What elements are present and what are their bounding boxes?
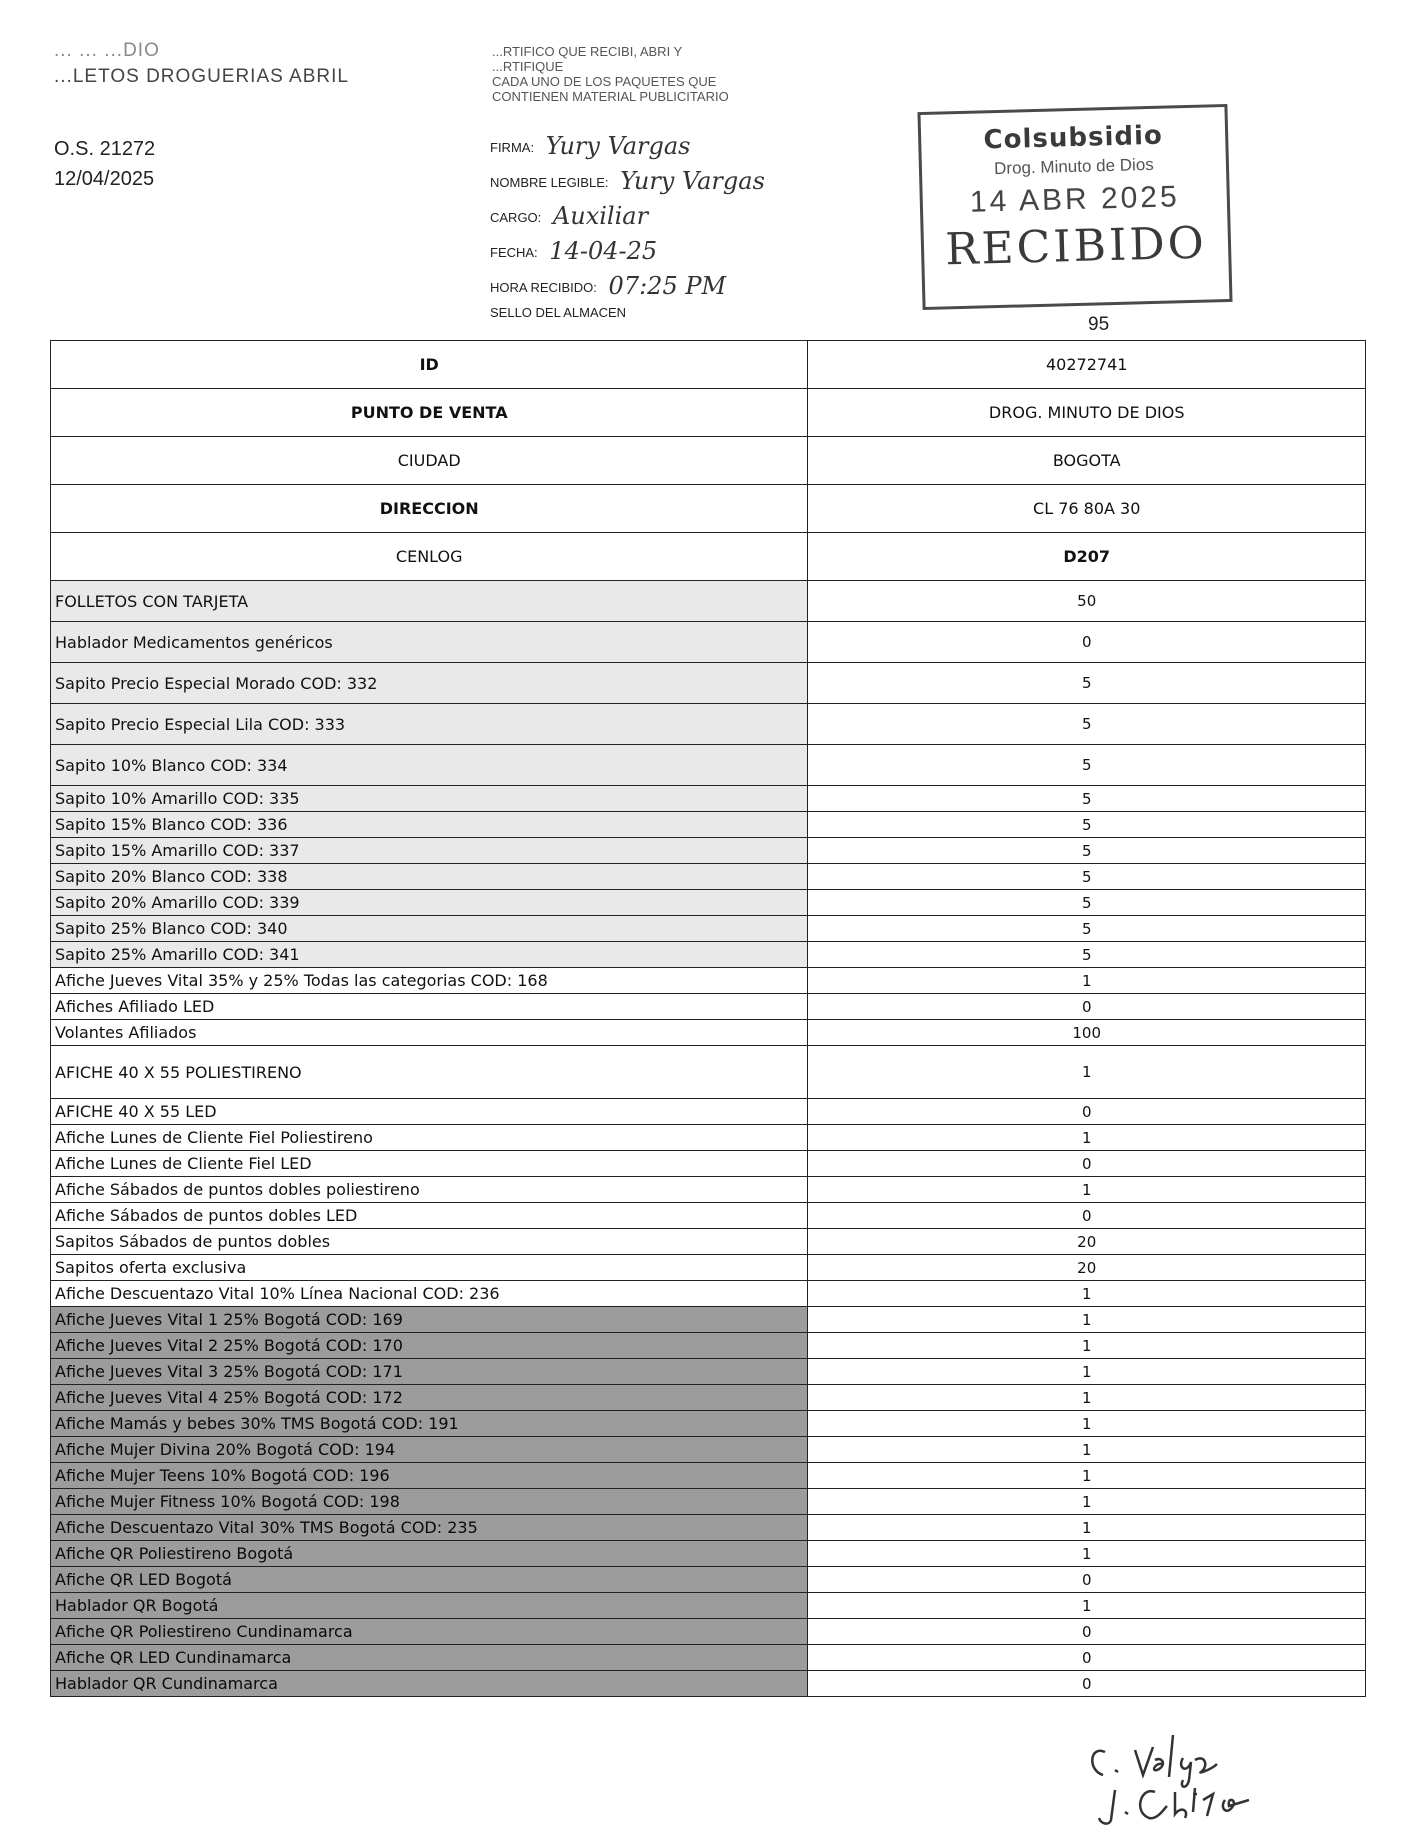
item-quantity: 5: [808, 942, 1366, 968]
item-label: Sapito Precio Especial Lila COD: 333: [51, 704, 808, 745]
table-row: [51, 663, 1366, 704]
table-row: [51, 1151, 1366, 1177]
item-quantity: 100: [808, 1020, 1366, 1046]
item-quantity: 1: [808, 1515, 1366, 1541]
table-row: [51, 1281, 1366, 1307]
handwritten-value: 07:25 PM: [608, 272, 727, 300]
order-date: 12/04/2025: [54, 168, 155, 190]
item-label: Hablador QR Cundinamarca: [51, 1671, 808, 1697]
item-quantity: 5: [808, 864, 1366, 890]
item-quantity: 1: [808, 1281, 1366, 1307]
item-label: Afiche Sábados de puntos dobles LED: [51, 1203, 808, 1229]
item-label: Sapito 20% Amarillo COD: 339: [51, 890, 808, 916]
item-label: Afiche Jueves Vital 1 25% Bogotá COD: 169: [51, 1307, 808, 1333]
item-quantity: 1: [808, 1046, 1366, 1099]
item-quantity: 1: [808, 968, 1366, 994]
item-quantity: 5: [808, 916, 1366, 942]
item-label: Sapito Precio Especial Morado COD: 332: [51, 663, 808, 704]
item-quantity: 1: [808, 1593, 1366, 1619]
item-quantity: 0: [808, 1099, 1366, 1125]
item-label: Volantes Afiliados: [51, 1020, 808, 1046]
table-row: [51, 1255, 1366, 1281]
info-value: BOGOTA: [808, 437, 1366, 485]
order-info: [54, 134, 155, 194]
receipt-notice: [492, 44, 792, 104]
table-row: [51, 916, 1366, 942]
table-row: [51, 1203, 1366, 1229]
table-row: [51, 1437, 1366, 1463]
notice-line: ...RTIFIQUE: [492, 59, 564, 74]
info-value: DROG. MINUTO DE DIOS: [808, 389, 1366, 437]
item-quantity: 1: [808, 1489, 1366, 1515]
item-quantity: 1: [808, 1177, 1366, 1203]
info-row: [51, 533, 1366, 581]
item-quantity: 0: [808, 1671, 1366, 1697]
item-label: Hablador Medicamentos genéricos: [51, 622, 808, 663]
notice-line: CONTIENEN MATERIAL PUBLICITARIO: [492, 89, 729, 104]
field-label: CARGO:: [490, 210, 542, 225]
materials-table: [50, 340, 1366, 1697]
item-quantity: 1: [808, 1333, 1366, 1359]
handwritten-value: 14-04-25: [549, 237, 658, 265]
info-value: CL 76 80A 30: [808, 485, 1366, 533]
table-row: [51, 1619, 1366, 1645]
info-value: D207: [808, 533, 1366, 581]
item-label: Afiche Descuentazo Vital 30% TMS Bogotá COD: 235: [51, 1515, 808, 1541]
item-label: Hablador QR Bogotá: [51, 1593, 808, 1619]
table-row: [51, 1333, 1366, 1359]
field-cargo: [490, 200, 765, 235]
item-label: Afiche Lunes de Cliente Fiel LED: [51, 1151, 808, 1177]
table-row: [51, 1411, 1366, 1437]
item-quantity: 1: [808, 1411, 1366, 1437]
table-row: [51, 1541, 1366, 1567]
item-quantity: 0: [808, 1645, 1366, 1671]
handwritten-signature: [1085, 1730, 1345, 1830]
table-row: [51, 968, 1366, 994]
item-label: Afiches Afiliado LED: [51, 994, 808, 1020]
item-label: Sapito 10% Blanco COD: 334: [51, 745, 808, 786]
table-row: [51, 1463, 1366, 1489]
table-row: [51, 1359, 1366, 1385]
info-label: CENLOG: [51, 533, 808, 581]
table-row: [51, 1593, 1366, 1619]
item-quantity: 0: [808, 994, 1366, 1020]
field-fecha: [490, 235, 765, 270]
item-quantity: 5: [808, 838, 1366, 864]
table-row: [51, 1125, 1366, 1151]
item-label: Sapitos oferta exclusiva: [51, 1255, 808, 1281]
item-label: Afiche Jueves Vital 2 25% Bogotá COD: 170: [51, 1333, 808, 1359]
item-label: Sapito 15% Amarillo COD: 337: [51, 838, 808, 864]
table-row: [51, 812, 1366, 838]
item-quantity: 5: [808, 812, 1366, 838]
table-row: [51, 1307, 1366, 1333]
item-label: Afiche Jueves Vital 3 25% Bogotá COD: 171: [51, 1359, 808, 1385]
notice-line: CADA UNO DE LOS PAQUETES QUE: [492, 74, 717, 89]
receipt-fields: [490, 130, 765, 340]
handwritten-value: Yury Vargas: [620, 167, 765, 195]
table-row: [51, 1099, 1366, 1125]
item-label: Afiche QR LED Bogotá: [51, 1567, 808, 1593]
table-row: [51, 704, 1366, 745]
item-label: FOLLETOS CON TARJETA: [51, 581, 808, 622]
field-label: NOMBRE LEGIBLE:: [490, 175, 609, 190]
item-label: Sapito 25% Amarillo COD: 341: [51, 942, 808, 968]
item-label: Sapitos Sábados de puntos dobles: [51, 1229, 808, 1255]
item-label: AFICHE 40 X 55 LED: [51, 1099, 808, 1125]
item-label: AFICHE 40 X 55 POLIESTIRENO: [51, 1046, 808, 1099]
header-left: [54, 38, 349, 90]
table-row: [51, 1020, 1366, 1046]
field-label: FIRMA:: [490, 140, 535, 155]
field-sello: [490, 305, 765, 340]
table-body: [51, 341, 1366, 1697]
table-row: [51, 1567, 1366, 1593]
info-label: DIRECCION: [51, 485, 808, 533]
info-label: CIUDAD: [51, 437, 808, 485]
table-row: [51, 864, 1366, 890]
item-quantity: 1: [808, 1541, 1366, 1567]
table-row: [51, 942, 1366, 968]
order-number: O.S. 21272: [54, 138, 156, 160]
field-hora: [490, 270, 765, 305]
field-label: FECHA:: [490, 245, 538, 260]
item-quantity: 1: [808, 1125, 1366, 1151]
table-row: [51, 890, 1366, 916]
stamp-brand: Colsubsidio: [983, 120, 1164, 156]
notice-line: ...RTIFICO QUE RECIBI, ABRI Y: [492, 44, 683, 59]
item-quantity: 5: [808, 786, 1366, 812]
item-label: Afiche Jueves Vital 35% y 25% Todas las categorias COD: 168: [51, 968, 808, 994]
table-row: [51, 994, 1366, 1020]
stamp-date: 14 ABR 2025: [969, 180, 1181, 219]
item-label: Afiche Lunes de Cliente Fiel Poliestireno: [51, 1125, 808, 1151]
table-row: [51, 581, 1366, 622]
item-label: Afiche QR LED Cundinamarca: [51, 1645, 808, 1671]
item-quantity: 1: [808, 1359, 1366, 1385]
item-quantity: 5: [808, 704, 1366, 745]
header-line-2: ...LETOS DROGUERIAS ABRIL: [54, 66, 349, 87]
table-row: [51, 1046, 1366, 1099]
info-row: [51, 437, 1366, 485]
page-count-note: 95: [1088, 314, 1110, 335]
table-row: [51, 622, 1366, 663]
item-label: Sapito 10% Amarillo COD: 335: [51, 786, 808, 812]
table-row: [51, 1671, 1366, 1697]
stamp-status: RECIBIDO: [944, 217, 1208, 276]
received-stamp: [917, 104, 1232, 310]
field-firma: [490, 130, 765, 165]
item-quantity: 5: [808, 745, 1366, 786]
field-label: HORA RECIBIDO:: [490, 280, 597, 295]
info-value: 40272741: [808, 341, 1366, 389]
table-row: [51, 1515, 1366, 1541]
table-row: [51, 1489, 1366, 1515]
item-label: Sapito 20% Blanco COD: 338: [51, 864, 808, 890]
item-label: Sapito 15% Blanco COD: 336: [51, 812, 808, 838]
info-label: ID: [51, 341, 808, 389]
item-quantity: 1: [808, 1385, 1366, 1411]
table-row: [51, 786, 1366, 812]
field-nombre: [490, 165, 765, 200]
table-row: [51, 1177, 1366, 1203]
item-label: Afiche QR Poliestireno Bogotá: [51, 1541, 808, 1567]
field-label: SELLO DEL ALMACEN: [490, 305, 627, 320]
table-row: [51, 838, 1366, 864]
info-row: [51, 485, 1366, 533]
item-quantity: 20: [808, 1229, 1366, 1255]
item-quantity: 5: [808, 663, 1366, 704]
item-quantity: 1: [808, 1437, 1366, 1463]
handwritten-value: Auxiliar: [552, 202, 649, 230]
item-quantity: 0: [808, 622, 1366, 663]
item-quantity: 1: [808, 1307, 1366, 1333]
item-quantity: 50: [808, 581, 1366, 622]
item-quantity: 1: [808, 1463, 1366, 1489]
item-label: Afiche Sábados de puntos dobles poliestireno: [51, 1177, 808, 1203]
item-quantity: 0: [808, 1151, 1366, 1177]
item-label: Sapito 25% Blanco COD: 340: [51, 916, 808, 942]
item-label: Afiche Mamás y bebes 30% TMS Bogotá COD: 191: [51, 1411, 808, 1437]
info-row: [51, 341, 1366, 389]
table-row: [51, 1385, 1366, 1411]
item-quantity: 20: [808, 1255, 1366, 1281]
header-line-1: ... ... ...DIO: [54, 40, 160, 61]
item-label: Afiche Mujer Teens 10% Bogotá COD: 196: [51, 1463, 808, 1489]
item-quantity: 0: [808, 1567, 1366, 1593]
table-row: [51, 1229, 1366, 1255]
table-row: [51, 1645, 1366, 1671]
table-row: [51, 745, 1366, 786]
item-label: Afiche QR Poliestireno Cundinamarca: [51, 1619, 808, 1645]
item-quantity: 0: [808, 1203, 1366, 1229]
item-label: Afiche Jueves Vital 4 25% Bogotá COD: 172: [51, 1385, 808, 1411]
handwritten-value: Yury Vargas: [545, 132, 691, 160]
item-label: Afiche Descuentazo Vital 10% Línea Nacional COD: 236: [51, 1281, 808, 1307]
info-row: [51, 389, 1366, 437]
item-label: Afiche Mujer Divina 20% Bogotá COD: 194: [51, 1437, 808, 1463]
stamp-store: Drog. Minuto de Dios: [993, 154, 1155, 179]
info-label: PUNTO DE VENTA: [51, 389, 808, 437]
item-quantity: 5: [808, 890, 1366, 916]
item-label: Afiche Mujer Fitness 10% Bogotá COD: 198: [51, 1489, 808, 1515]
item-quantity: 0: [808, 1619, 1366, 1645]
